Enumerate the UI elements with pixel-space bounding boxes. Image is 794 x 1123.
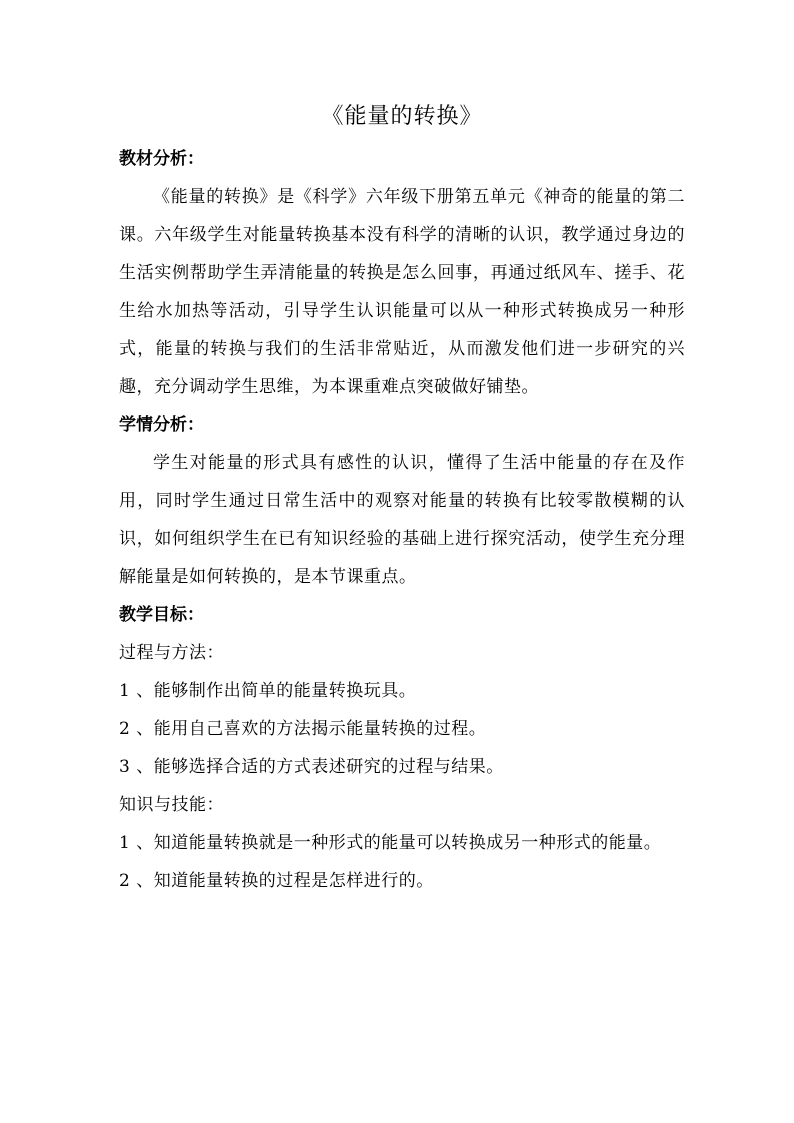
subheading-knowledge-and-skills: 知识与技能：: [119, 795, 224, 815]
document-title: 《能量的转换》: [321, 104, 483, 129]
section-heading-student-analysis: 学情分析：: [119, 415, 204, 435]
section-heading-textbook-analysis: 教材分析：: [119, 149, 204, 169]
section-paragraph-student-analysis: 学生对能量的形式具有感性的认识，懂得了生活中能量的存在及作用，同时学生通过日常生活中的观察对能量的转换有比较零散模糊的认识，如何组织学生在已有知识经验的基础上进行探究活动，使学生充分理解能量是如何转换的，是本节课重点。: [119, 453, 685, 587]
process-item: 3 、能够选择合适的方式表述研究的过程与结果。: [119, 757, 504, 777]
process-item: 2 、能用自己喜欢的方法揭示能量转换的过程。: [119, 719, 487, 739]
process-item: 1 、能够制作出简单的能量转换玩具。: [119, 681, 417, 701]
knowledge-item: 1 、知道能量转换就是一种形式的能量可以转换成另一种形式的能量。: [119, 833, 662, 853]
subheading-process-and-method: 过程与方法：: [119, 643, 224, 663]
section-paragraph-textbook-analysis: 《能量的转换》是《科学》六年级下册第五单元《神奇的能量的第二课。六年级学生对能量转换基本没有科学的清晰的认识，教学通过身边的生活实例帮助学生弄清能量的转换是怎么回事，再通过纸风车、搓手、花生给水加热等活动，引导学生认识能量可以从一种形式转换成另一种形式，能量的转换与我们的生活非常贴近，从而激发他们进一步研究的兴趣，充分调动学生思维，为本课重难点突破做好铺垫。: [119, 187, 685, 397]
document-body: [119, 100, 685, 900]
section-heading-teaching-objectives: 教学目标：: [119, 605, 204, 625]
knowledge-item: 2 、知道能量转换的过程是怎样进行的。: [119, 871, 434, 891]
